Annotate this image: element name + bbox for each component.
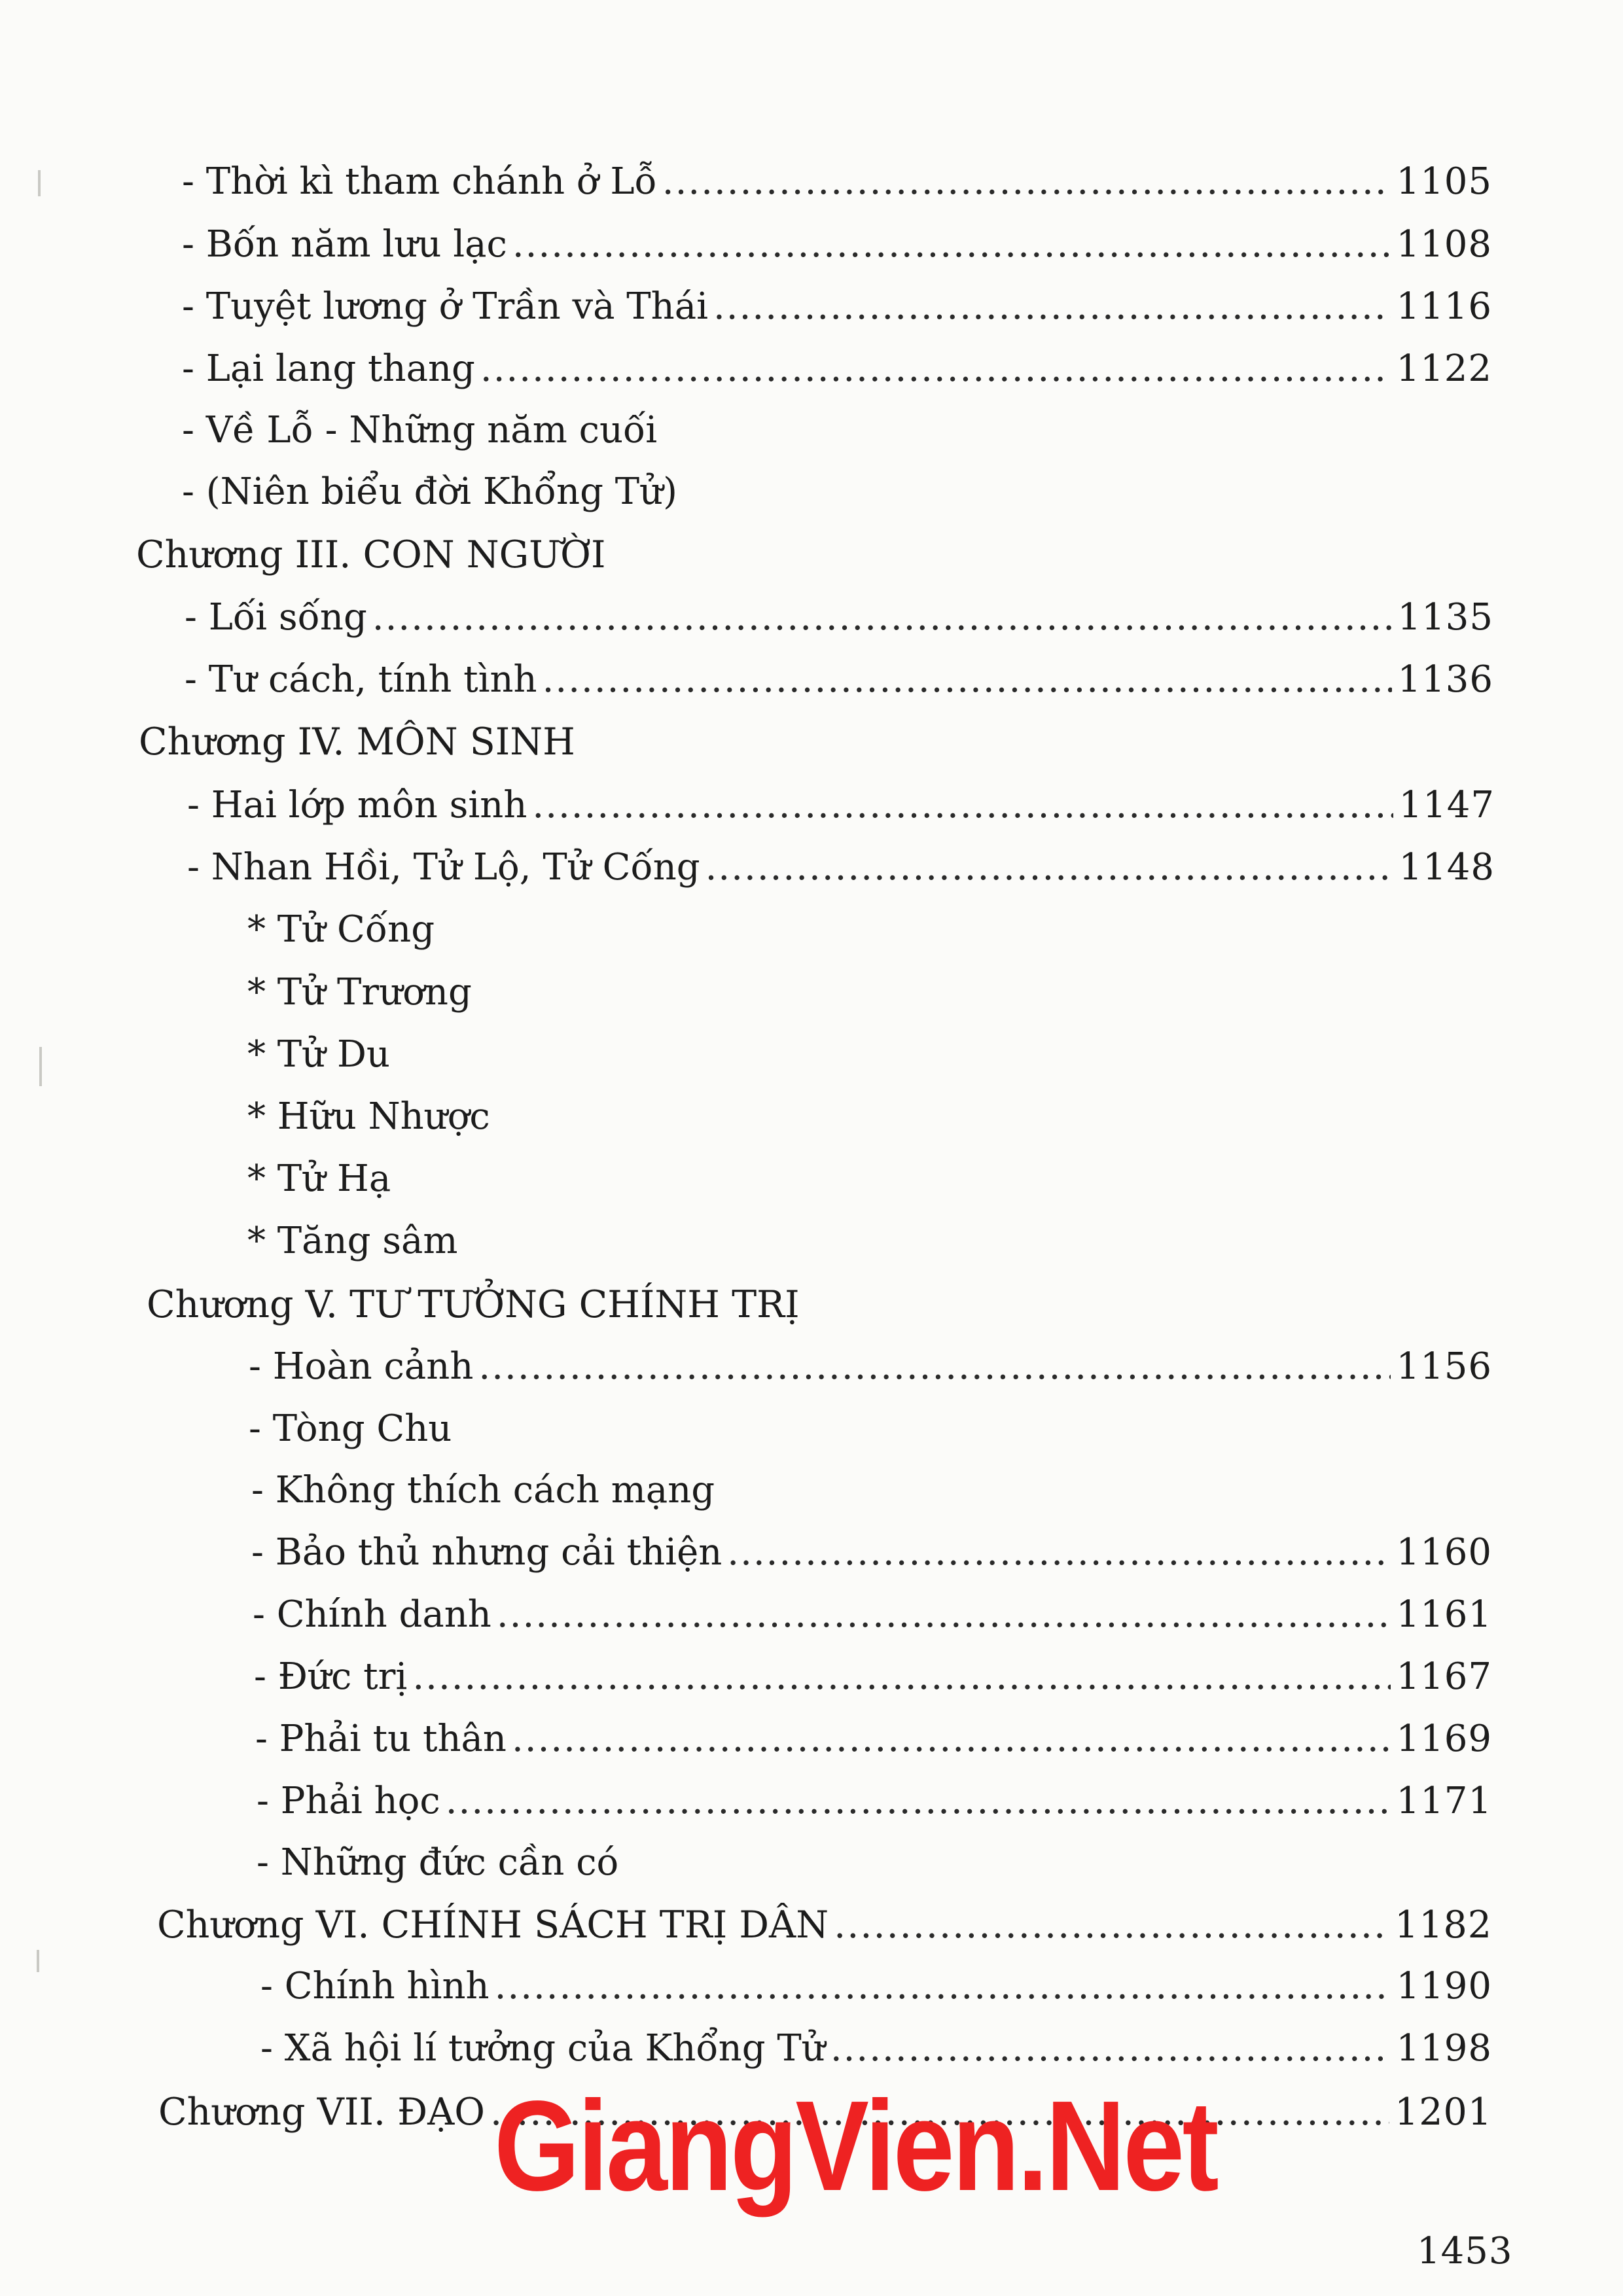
toc-entry-label: - Bốn năm lưu lạc bbox=[182, 223, 507, 266]
toc-entry-label: - Hai lớp môn sinh bbox=[187, 784, 527, 826]
toc-leader-dots bbox=[834, 1901, 1389, 1949]
toc-entry-label: - Tư cách, tính tình bbox=[185, 658, 537, 701]
toc-entry-loi-song[interactable] bbox=[185, 594, 1493, 641]
toc-entry-label: - Đức trị bbox=[254, 1655, 408, 1698]
toc-entry-page: 1116 bbox=[1396, 285, 1492, 328]
scan-speck bbox=[37, 1950, 39, 1972]
toc-entry-nien-bieu[interactable] bbox=[182, 468, 677, 516]
page-number: 1453 bbox=[1417, 2230, 1513, 2272]
toc-subentry-huu-nhuoc[interactable] bbox=[247, 1093, 490, 1140]
toc-leader-dots bbox=[512, 221, 1391, 268]
toc-entry-label: - Không thích cách mạng bbox=[251, 1469, 715, 1511]
toc-chapter-label: Chương VII. ĐẠO bbox=[158, 2091, 486, 2134]
toc-entry-phai-hoc[interactable] bbox=[257, 1778, 1492, 1825]
toc-entry-xa-hoi-li-tuong[interactable] bbox=[260, 2025, 1492, 2072]
toc-entry-label: - Thời kì tham chánh ở Lỗ bbox=[182, 160, 657, 203]
toc-entry-label: - Tuyệt lương ở Trần và Thái bbox=[182, 285, 708, 328]
toc-chapter-label: Chương IV. MÔN SINH bbox=[139, 720, 575, 764]
toc-entry-phai-tu-than[interactable] bbox=[255, 1716, 1492, 1763]
toc-entry-tham-chanh[interactable] bbox=[182, 158, 1492, 205]
toc-subentry-tu-truong[interactable] bbox=[247, 969, 472, 1016]
toc-chapter-label: Chương VI. CHÍNH SÁCH TRỊ DÂN bbox=[157, 1903, 829, 1947]
toc-entry-label: * Tử Cống bbox=[247, 908, 435, 951]
toc-entry-page: 1198 bbox=[1396, 2027, 1492, 2070]
toc-subentry-tu-ha[interactable] bbox=[247, 1156, 391, 1203]
toc-subentry-tang-sam[interactable] bbox=[247, 1218, 457, 1265]
toc-entry-label: - Xã hội lí tưởng của Khổng Tử bbox=[260, 2027, 825, 2070]
scan-speck bbox=[38, 170, 41, 196]
toc-chapter-3[interactable] bbox=[136, 531, 605, 578]
toc-entry-chinh-danh[interactable] bbox=[253, 1591, 1492, 1638]
toc-leader-dots bbox=[412, 1653, 1391, 1701]
toc-entry-label: - Chính hình bbox=[260, 1965, 490, 2007]
toc-entry-page: 1171 bbox=[1396, 1780, 1492, 1822]
toc-entry-page: 1169 bbox=[1396, 1718, 1492, 1760]
toc-entry-page: 1201 bbox=[1394, 2091, 1492, 2134]
toc-entry-tu-cach[interactable] bbox=[185, 656, 1493, 703]
toc-chapter-6[interactable] bbox=[157, 1901, 1492, 1949]
toc-entry-ve-lo[interactable] bbox=[182, 407, 657, 454]
toc-entry-label: * Hữu Nhược bbox=[247, 1095, 490, 1138]
toc-leader-dots bbox=[532, 782, 1393, 829]
toc-entry-label: - (Niên biểu đời Khổng Tử) bbox=[182, 470, 677, 513]
toc-entry-page: 1105 bbox=[1396, 160, 1492, 203]
toc-entry-page: 1108 bbox=[1396, 223, 1492, 266]
toc-entry-label: * Tử Trương bbox=[247, 971, 472, 1014]
toc-leader-dots bbox=[512, 1716, 1391, 1763]
toc-entry-page: 1136 bbox=[1397, 658, 1493, 701]
toc-entry-chinh-hinh[interactable] bbox=[260, 1963, 1492, 2010]
toc-entry-page: 1190 bbox=[1396, 1965, 1492, 2007]
toc-entry-bon-nam-luu-lac[interactable] bbox=[182, 221, 1492, 268]
toc-entry-duc-tri[interactable] bbox=[254, 1653, 1492, 1701]
toc-leader-dots bbox=[830, 2025, 1391, 2072]
toc-leader-dots bbox=[480, 345, 1391, 393]
toc-subentry-tu-du[interactable] bbox=[247, 1031, 390, 1078]
toc-leader-dots bbox=[478, 1343, 1391, 1390]
toc-entry-nhan-hoi[interactable] bbox=[187, 844, 1495, 891]
toc-entry-label: - Nhan Hồi, Tử Lộ, Tử Cống bbox=[187, 846, 700, 889]
toc-entry-label: * Tăng sâm bbox=[247, 1220, 458, 1262]
toc-entry-page: 1148 bbox=[1399, 846, 1495, 889]
toc-entry-label: - Chính danh bbox=[253, 1593, 491, 1636]
toc-subentry-tu-cong[interactable] bbox=[247, 906, 435, 953]
toc-entry-hoan-canh[interactable] bbox=[249, 1343, 1492, 1390]
toc-entry-nhung-duc-can-co[interactable] bbox=[257, 1839, 618, 1886]
toc-entry-label: - Phải học bbox=[257, 1780, 440, 1822]
toc-leader-dots bbox=[446, 1778, 1391, 1825]
toc-leader-dots bbox=[713, 283, 1391, 330]
toc-leader-dots bbox=[495, 1963, 1391, 2010]
toc-entry-page: 1122 bbox=[1396, 347, 1492, 390]
toc-entry-bao-thu[interactable] bbox=[251, 1529, 1492, 1576]
toc-entry-tuyet-luong[interactable] bbox=[182, 283, 1492, 330]
toc-entry-page: 1161 bbox=[1396, 1593, 1492, 1636]
toc-chapter-label: Chương V. TƯ TƯỞNG CHÍNH TRỊ bbox=[147, 1283, 800, 1326]
toc-entry-hai-lop[interactable] bbox=[187, 782, 1495, 829]
toc-entry-page: 1156 bbox=[1396, 1345, 1492, 1388]
toc-entry-page: 1160 bbox=[1396, 1531, 1492, 1574]
toc-entry-page: 1135 bbox=[1397, 596, 1493, 639]
toc-entry-khong-thich-cach-mang[interactable] bbox=[251, 1467, 715, 1514]
toc-entry-page: 1167 bbox=[1396, 1655, 1492, 1698]
scan-speck bbox=[39, 1047, 42, 1086]
toc-entry-label: - Hoàn cảnh bbox=[249, 1345, 474, 1388]
toc-entry-label: * Tử Hạ bbox=[247, 1157, 391, 1200]
toc-leader-dots bbox=[543, 656, 1393, 703]
toc-chapter-label: Chương III. CON NGƯỜI bbox=[136, 533, 606, 576]
toc-leader-dots bbox=[705, 844, 1394, 891]
toc-entry-lai-lang-thang[interactable] bbox=[182, 345, 1492, 393]
watermark-logo: GiangVien.Net bbox=[494, 2074, 1217, 2217]
toc-chapter-4[interactable] bbox=[139, 718, 575, 766]
toc-leader-dots bbox=[662, 158, 1391, 205]
toc-entry-label: - Phải tu thân bbox=[255, 1718, 507, 1760]
toc-entry-label: - Lại lang thang bbox=[182, 347, 475, 390]
toc-entry-label: - Tòng Chu bbox=[249, 1407, 452, 1450]
toc-entry-page: 1182 bbox=[1394, 1903, 1492, 1947]
toc-entry-label: - Về Lỗ - Những năm cuối bbox=[182, 409, 658, 451]
toc-entry-label: - Bảo thủ nhưng cải thiện bbox=[251, 1531, 722, 1574]
toc-leader-dots bbox=[497, 1591, 1391, 1638]
toc-chapter-5[interactable] bbox=[147, 1281, 800, 1328]
toc-leader-dots bbox=[727, 1529, 1391, 1576]
toc-leader-dots bbox=[372, 594, 1393, 641]
toc-entry-label: - Những đức cần có bbox=[257, 1841, 619, 1884]
toc-entry-page: 1147 bbox=[1399, 784, 1495, 826]
toc-entry-tong-chu[interactable] bbox=[249, 1405, 452, 1453]
toc-entry-label: - Lối sống bbox=[185, 596, 367, 639]
toc-entry-label: * Tử Du bbox=[247, 1033, 390, 1076]
